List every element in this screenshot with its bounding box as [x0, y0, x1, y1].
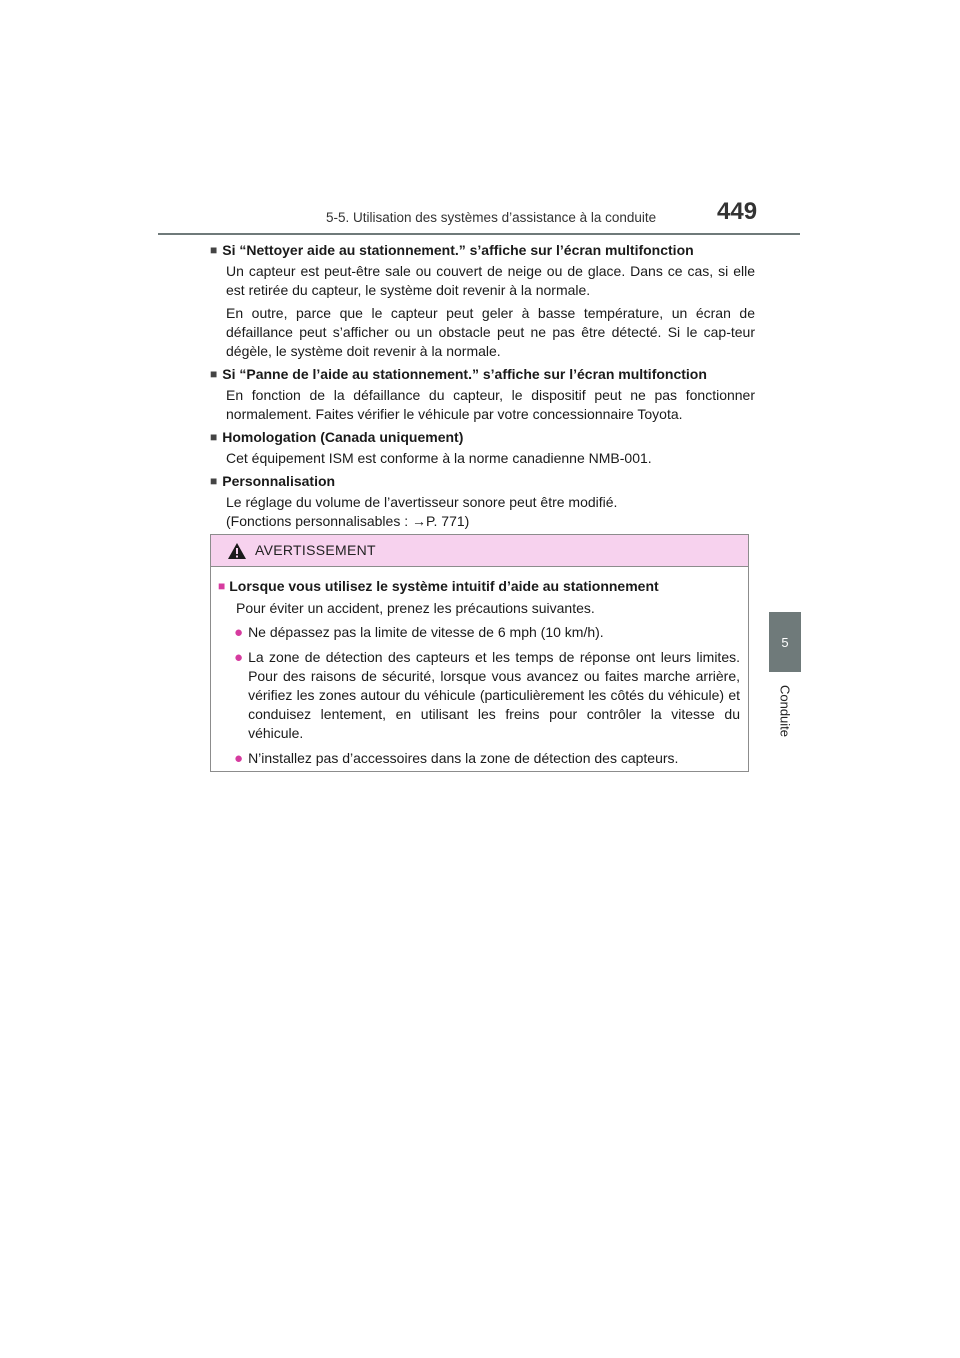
- warning-label: AVERTISSEMENT: [255, 542, 376, 558]
- header-rule: [158, 233, 800, 235]
- circle-bullet-icon: ●: [234, 750, 244, 767]
- circle-bullet-icon: ●: [234, 624, 244, 641]
- content: [210, 241, 755, 535]
- warning-intro: Pour éviter un accident, prenez les précautions suivantes.: [236, 600, 595, 616]
- section-nettoyer: [210, 241, 755, 361]
- warning-triangle-icon: [227, 542, 247, 560]
- section-title: Si “Panne de l’aide au stationnement.” s’affiche sur l’écran multifonction: [222, 366, 707, 382]
- warning-heading-text: Lorsque vous utilisez le système intuitif d’aide au stationnement: [229, 578, 659, 594]
- section-homologation: [210, 428, 755, 468]
- bullet-text: N’installez pas d’accessoires dans la zone de détection des capteurs.: [248, 750, 679, 766]
- chapter-tab: [769, 612, 801, 672]
- square-bullet-icon: ■: [210, 367, 218, 381]
- chapter-number: 5: [781, 634, 789, 650]
- paragraph: Cet équipement ISM est conforme à la norme canadienne NMB-001.: [226, 450, 652, 466]
- warning-bullet: [234, 749, 740, 768]
- square-bullet-icon: ■: [210, 243, 218, 257]
- square-bullet-icon: ■: [218, 579, 226, 593]
- warning-body: [211, 567, 748, 768]
- chapter-label: Conduite: [777, 684, 793, 738]
- paragraph: Le réglage du volume de l’avertisseur sonore peut être modifié.: [226, 494, 618, 510]
- bullet-text: Ne dépassez pas la limite de vitesse de 6 mph (10 km/h).: [248, 624, 604, 640]
- warning-box: [210, 534, 749, 772]
- section-heading: [210, 472, 755, 491]
- warning-header: [211, 535, 748, 567]
- paragraph: En outre, parce que le capteur peut geler à basse température, un écran de défaillance peut s’afficher ou un obstacle peut ne pas être détecté. Si le cap-teur dégèle, le système doit revenir à la normale.: [226, 305, 755, 359]
- paragraph: En fonction de la défaillance du capteur, le dispositif peut ne pas fonctionner normalement. Faites vérifier le véhicule par votre concessionnaire Toyota.: [226, 387, 755, 422]
- square-bullet-icon: ■: [210, 430, 218, 444]
- paragraph: Un capteur est peut-être sale ou couvert de neige ou de glace. Dans ce cas, si elle est retirée du capteur, le système doit revenir à la normale.: [226, 263, 755, 298]
- section-heading: [210, 241, 755, 260]
- page-number: 449: [717, 198, 758, 225]
- section-title: Si “Nettoyer aide au stationnement.” s’affiche sur l’écran multifonction: [222, 242, 694, 258]
- header-section-title: 5-5. Utilisation des systèmes d’assistance à la conduite: [326, 210, 657, 225]
- square-bullet-icon: ■: [210, 474, 218, 488]
- warning-bullet: [234, 623, 740, 642]
- warning-heading: [218, 577, 740, 596]
- section-panne: [210, 365, 755, 424]
- section-title: Homologation (Canada uniquement): [222, 429, 464, 445]
- section-personnalisation: [210, 472, 755, 531]
- bullet-text: La zone de détection des capteurs et les temps de réponse ont leurs limites. Pour des raisons de sécurité, lorsque vous avancez ou faites marche arrière, vérifiez les zones autour du véhicule (particulièrement les côtés du véhicule) et conduisez lentement, en utilisant les freins pour contrôler la vitesse du véhicule.: [248, 649, 740, 741]
- section-heading: [210, 365, 755, 384]
- circle-bullet-icon: ●: [234, 649, 244, 666]
- warning-bullet: [234, 648, 740, 743]
- paragraph: (Fonctions personnalisables : →P. 771): [226, 513, 470, 529]
- section-heading: [210, 428, 755, 447]
- section-title: Personnalisation: [222, 473, 336, 489]
